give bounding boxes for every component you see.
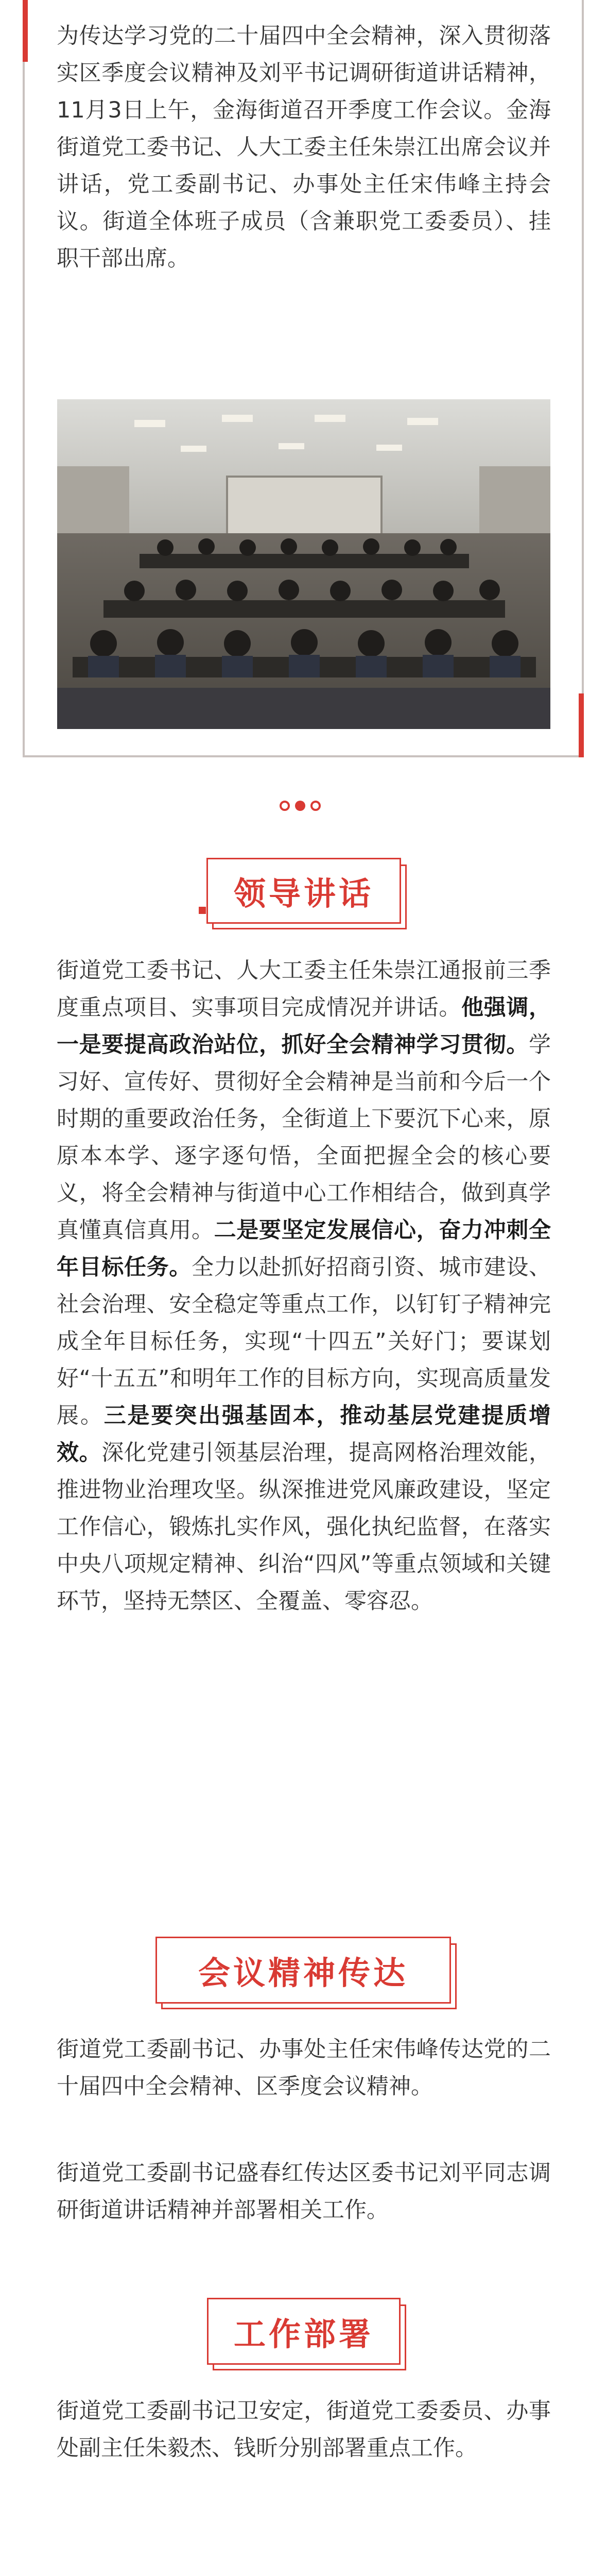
work-paragraph: 街道党工委副书记卫安定，街道党工委委员、办事处副主任朱毅杰、钱昕分别部署重点工作。 xyxy=(57,2398,551,2461)
carousel-dot xyxy=(310,801,321,811)
leader-text-1: 街道党工委书记、人大工委主任朱崇江通报前三季度重点项目、实事项目完成情况并讲话。 xyxy=(57,958,551,1021)
spirit-paragraph-2: 街道党工委副书记盛春红传达区委书记刘平同志调研街道讲话精神并部署相关工作。 xyxy=(57,2160,551,2223)
leader-paragraph xyxy=(57,952,551,1620)
section-title: 工作部署 xyxy=(233,2315,374,2353)
leader-bold-1: 他强调，一是要提高政治站位，抓好全会精神学习贯彻。 xyxy=(57,995,551,1058)
meeting-photo-illustration xyxy=(57,399,550,729)
section-heading-spirit xyxy=(155,1937,451,2004)
leader-bold-2: 二是要坚定发展信心，奋力冲刺全年目标任务。 xyxy=(57,1217,551,1280)
heading-decor-bar xyxy=(199,907,206,914)
intro-paragraph: 为传达学习党的二十届四中全会精神，深入贯彻落实区季度会议精神及刘平书记调研街道讲话精神，11月3日上午，金海街道召开季度工作会议。金海街道党工委书记、人大工委主任朱崇江出席会议并讲话，党工委副书记、办事处主任宋伟峰主持会议。街道全体班子成员（含兼职党工委委员）、挂职干部出席。 xyxy=(57,23,551,272)
meeting-photo xyxy=(57,399,550,729)
section-title: 会议精神传达 xyxy=(198,1954,408,1992)
section-heading-leader xyxy=(206,858,401,924)
leader-text-3: 全力以赴抓好招商引资、城市建设、社会治理、安全稳定等重点工作，以钉钉子精神完成全年目标任务，实现“十四五”关好门；要谋划好“十五五”和明年工作的目标方向，实现高质量发展。 xyxy=(57,1255,551,1429)
section-title: 领导讲话 xyxy=(233,874,374,912)
leader-text-4: 深化党建引领基层治理，提高网格治理效能，推进物业治理攻坚。纵深推进党风廉政建设，坚定工作信心，锻炼扎实作风，强化执纪监督，在落实中央八项规定精神、纠治“四风”等重点领域和关键环节，坚持无禁区、全覆盖、零容忍。 xyxy=(57,1440,551,1614)
spirit-paragraph-1: 街道党工委副书记、办事处主任宋伟峰传达党的二十届四中全会精神、区季度会议精神。 xyxy=(57,2037,551,2099)
intro-accent-top xyxy=(23,0,28,62)
carousel-dots-1 xyxy=(280,801,321,811)
leader-bold-3: 三是要突出强基固本，推动基层党建提质增效。 xyxy=(57,1403,551,1466)
intro-accent-bottom xyxy=(579,693,584,757)
section-heading-work xyxy=(207,2298,401,2365)
carousel-dot xyxy=(280,801,290,811)
leader-text-2: 学习好、宣传好、贯彻好全会精神是当前和今后一个时期的重要政治任务，全街道上下要沉下心来，原原本本学、逐字逐句悟，全面把握全会的核心要义，将全会精神与街道中心工作相结合，做到真学真懂真信真用。 xyxy=(57,1032,551,1243)
carousel-dot-active xyxy=(295,801,305,811)
